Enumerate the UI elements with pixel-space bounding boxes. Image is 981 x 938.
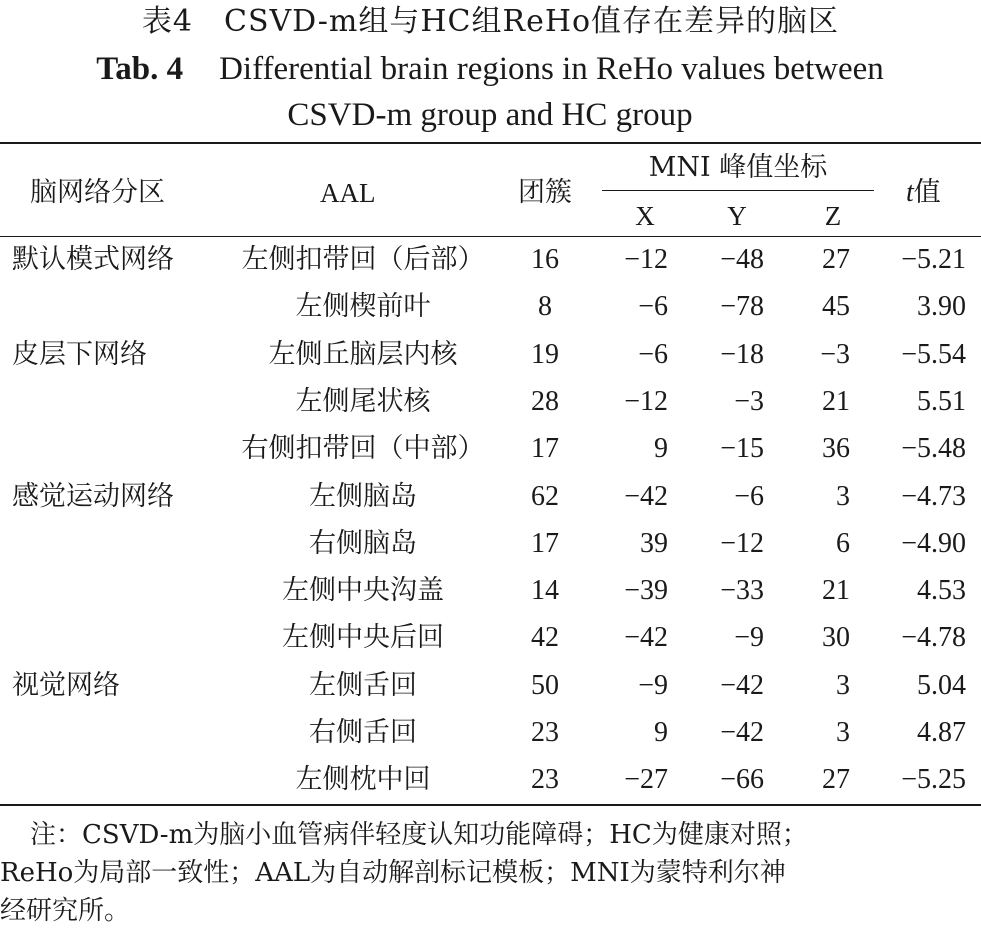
cell-t: 4.87 xyxy=(917,717,966,748)
cell-cluster: 8 xyxy=(538,291,552,323)
cell-aal: 左侧丘脑层内核 xyxy=(268,338,458,370)
cell-z: 30 xyxy=(822,622,850,654)
cell-aal: 左侧枕中回 xyxy=(295,764,431,796)
cell-y: −33 xyxy=(720,575,764,607)
cell-z: 27 xyxy=(822,244,850,275)
table-title-cn: 表4 CSVD-m组与HC组ReHo值存在差异的脑区 xyxy=(141,4,840,39)
table-title-en-line1: Differential brain regions in ReHo values between xyxy=(219,51,884,87)
header-bottom-rule xyxy=(0,236,981,237)
cell-y: −15 xyxy=(720,433,764,465)
cell-cluster: 17 xyxy=(531,527,559,559)
table-label-en: Tab. 4 xyxy=(96,51,184,87)
cell-cluster: 23 xyxy=(531,717,559,748)
cell-z: −3 xyxy=(820,338,850,370)
header-cluster: 团簇 xyxy=(518,177,572,208)
cell-y: −6 xyxy=(734,480,764,512)
cell-cluster: 17 xyxy=(531,433,559,465)
cell-x: −42 xyxy=(624,622,668,654)
cell-x: 9 xyxy=(654,717,668,748)
cell-z: 21 xyxy=(822,575,850,607)
cell-y: −48 xyxy=(720,244,764,275)
cell-t: −5.48 xyxy=(901,433,966,465)
cell-y: −42 xyxy=(720,669,764,701)
cell-x: −39 xyxy=(624,575,668,607)
cell-z: 27 xyxy=(822,764,850,796)
cell-aal: 右侧舌回 xyxy=(309,717,417,748)
cell-y: −18 xyxy=(720,338,764,370)
cell-t: 5.51 xyxy=(917,385,966,417)
cell-t: −5.21 xyxy=(901,244,966,275)
cell-cluster: 28 xyxy=(531,385,559,417)
cell-t: −5.25 xyxy=(901,764,966,796)
header-x: X xyxy=(635,201,655,231)
table-title-en-line2: CSVD-m group and HC group xyxy=(287,97,693,133)
cell-x: −9 xyxy=(638,669,668,701)
cell-t: 3.90 xyxy=(917,291,966,323)
cell-y: −9 xyxy=(734,622,764,654)
cell-aal: 右侧扣带回（中部） xyxy=(241,433,485,465)
cell-z: 3 xyxy=(836,717,850,748)
cell-cluster: 14 xyxy=(531,575,559,607)
header-t-suffix: 值 xyxy=(913,177,941,208)
cell-t: −4.73 xyxy=(901,480,966,512)
cell-network: 默认模式网络 xyxy=(12,244,174,275)
cell-network: 皮层下网络 xyxy=(12,338,147,370)
cell-t: −4.78 xyxy=(901,622,966,654)
cell-x: −12 xyxy=(624,385,668,417)
cell-z: 3 xyxy=(836,669,850,701)
cell-y: −66 xyxy=(720,764,764,796)
header-z: Z xyxy=(824,201,842,231)
cell-aal: 左侧脑岛 xyxy=(309,480,417,512)
cell-aal: 左侧中央沟盖 xyxy=(282,575,444,607)
cell-z: 36 xyxy=(822,433,850,465)
cell-aal: 右侧脑岛 xyxy=(309,527,417,559)
cell-network: 视觉网络 xyxy=(12,669,120,701)
cell-y: −78 xyxy=(720,291,764,323)
cell-t: −4.90 xyxy=(901,527,966,559)
table-top-rule xyxy=(0,142,981,144)
cell-x: −12 xyxy=(624,244,668,275)
cell-t: −5.54 xyxy=(901,338,966,370)
header-aal: AAL xyxy=(320,178,376,208)
cell-z: 21 xyxy=(822,385,850,417)
mni-span-rule xyxy=(602,190,874,191)
cell-y: −3 xyxy=(734,385,764,417)
cell-cluster: 62 xyxy=(531,480,559,512)
cell-t: 5.04 xyxy=(917,669,966,701)
cell-x: 39 xyxy=(640,527,668,559)
cell-x: −42 xyxy=(624,480,668,512)
footnote-line-3: 经研究所。 xyxy=(0,896,131,926)
cell-t: 4.53 xyxy=(917,575,966,607)
cell-aal: 左侧楔前叶 xyxy=(295,291,431,323)
cell-aal: 左侧扣带回（后部） xyxy=(241,244,485,275)
cell-x: −6 xyxy=(638,338,668,370)
header-y: Y xyxy=(727,201,747,231)
cell-x: 9 xyxy=(654,433,668,465)
cell-z: 6 xyxy=(836,527,850,559)
cell-cluster: 23 xyxy=(531,764,559,796)
cell-network: 感觉运动网络 xyxy=(12,480,174,512)
header-t-symbol: t xyxy=(906,177,914,208)
cell-y: −12 xyxy=(720,527,764,559)
cell-cluster: 16 xyxy=(531,244,559,275)
table-title-en xyxy=(40,46,940,138)
cell-cluster: 50 xyxy=(531,669,559,701)
cell-aal: 左侧尾状核 xyxy=(295,385,431,417)
table-footnote xyxy=(0,816,981,930)
table-bottom-rule xyxy=(0,804,981,806)
cell-z: 45 xyxy=(822,291,850,323)
cell-aal: 左侧舌回 xyxy=(309,669,417,701)
cell-x: −6 xyxy=(638,291,668,323)
header-network: 脑网络分区 xyxy=(30,177,165,208)
cell-y: −42 xyxy=(720,717,764,748)
cell-cluster: 19 xyxy=(531,338,559,370)
footnote-line-2: ReHo为局部一致性；AAL为自动解剖标记模板；MNI为蒙特利尔神 xyxy=(0,858,786,888)
cell-z: 3 xyxy=(836,480,850,512)
header-mni: MNI 峰值坐标 xyxy=(648,152,828,183)
header-t-value xyxy=(906,175,941,211)
footnote-line-1: 注：CSVD-m为脑小血管病伴轻度认知功能障碍；HC为健康对照； xyxy=(30,820,808,850)
cell-x: −27 xyxy=(624,764,668,796)
cell-cluster: 42 xyxy=(531,622,559,654)
cell-aal: 左侧中央后回 xyxy=(282,622,444,654)
